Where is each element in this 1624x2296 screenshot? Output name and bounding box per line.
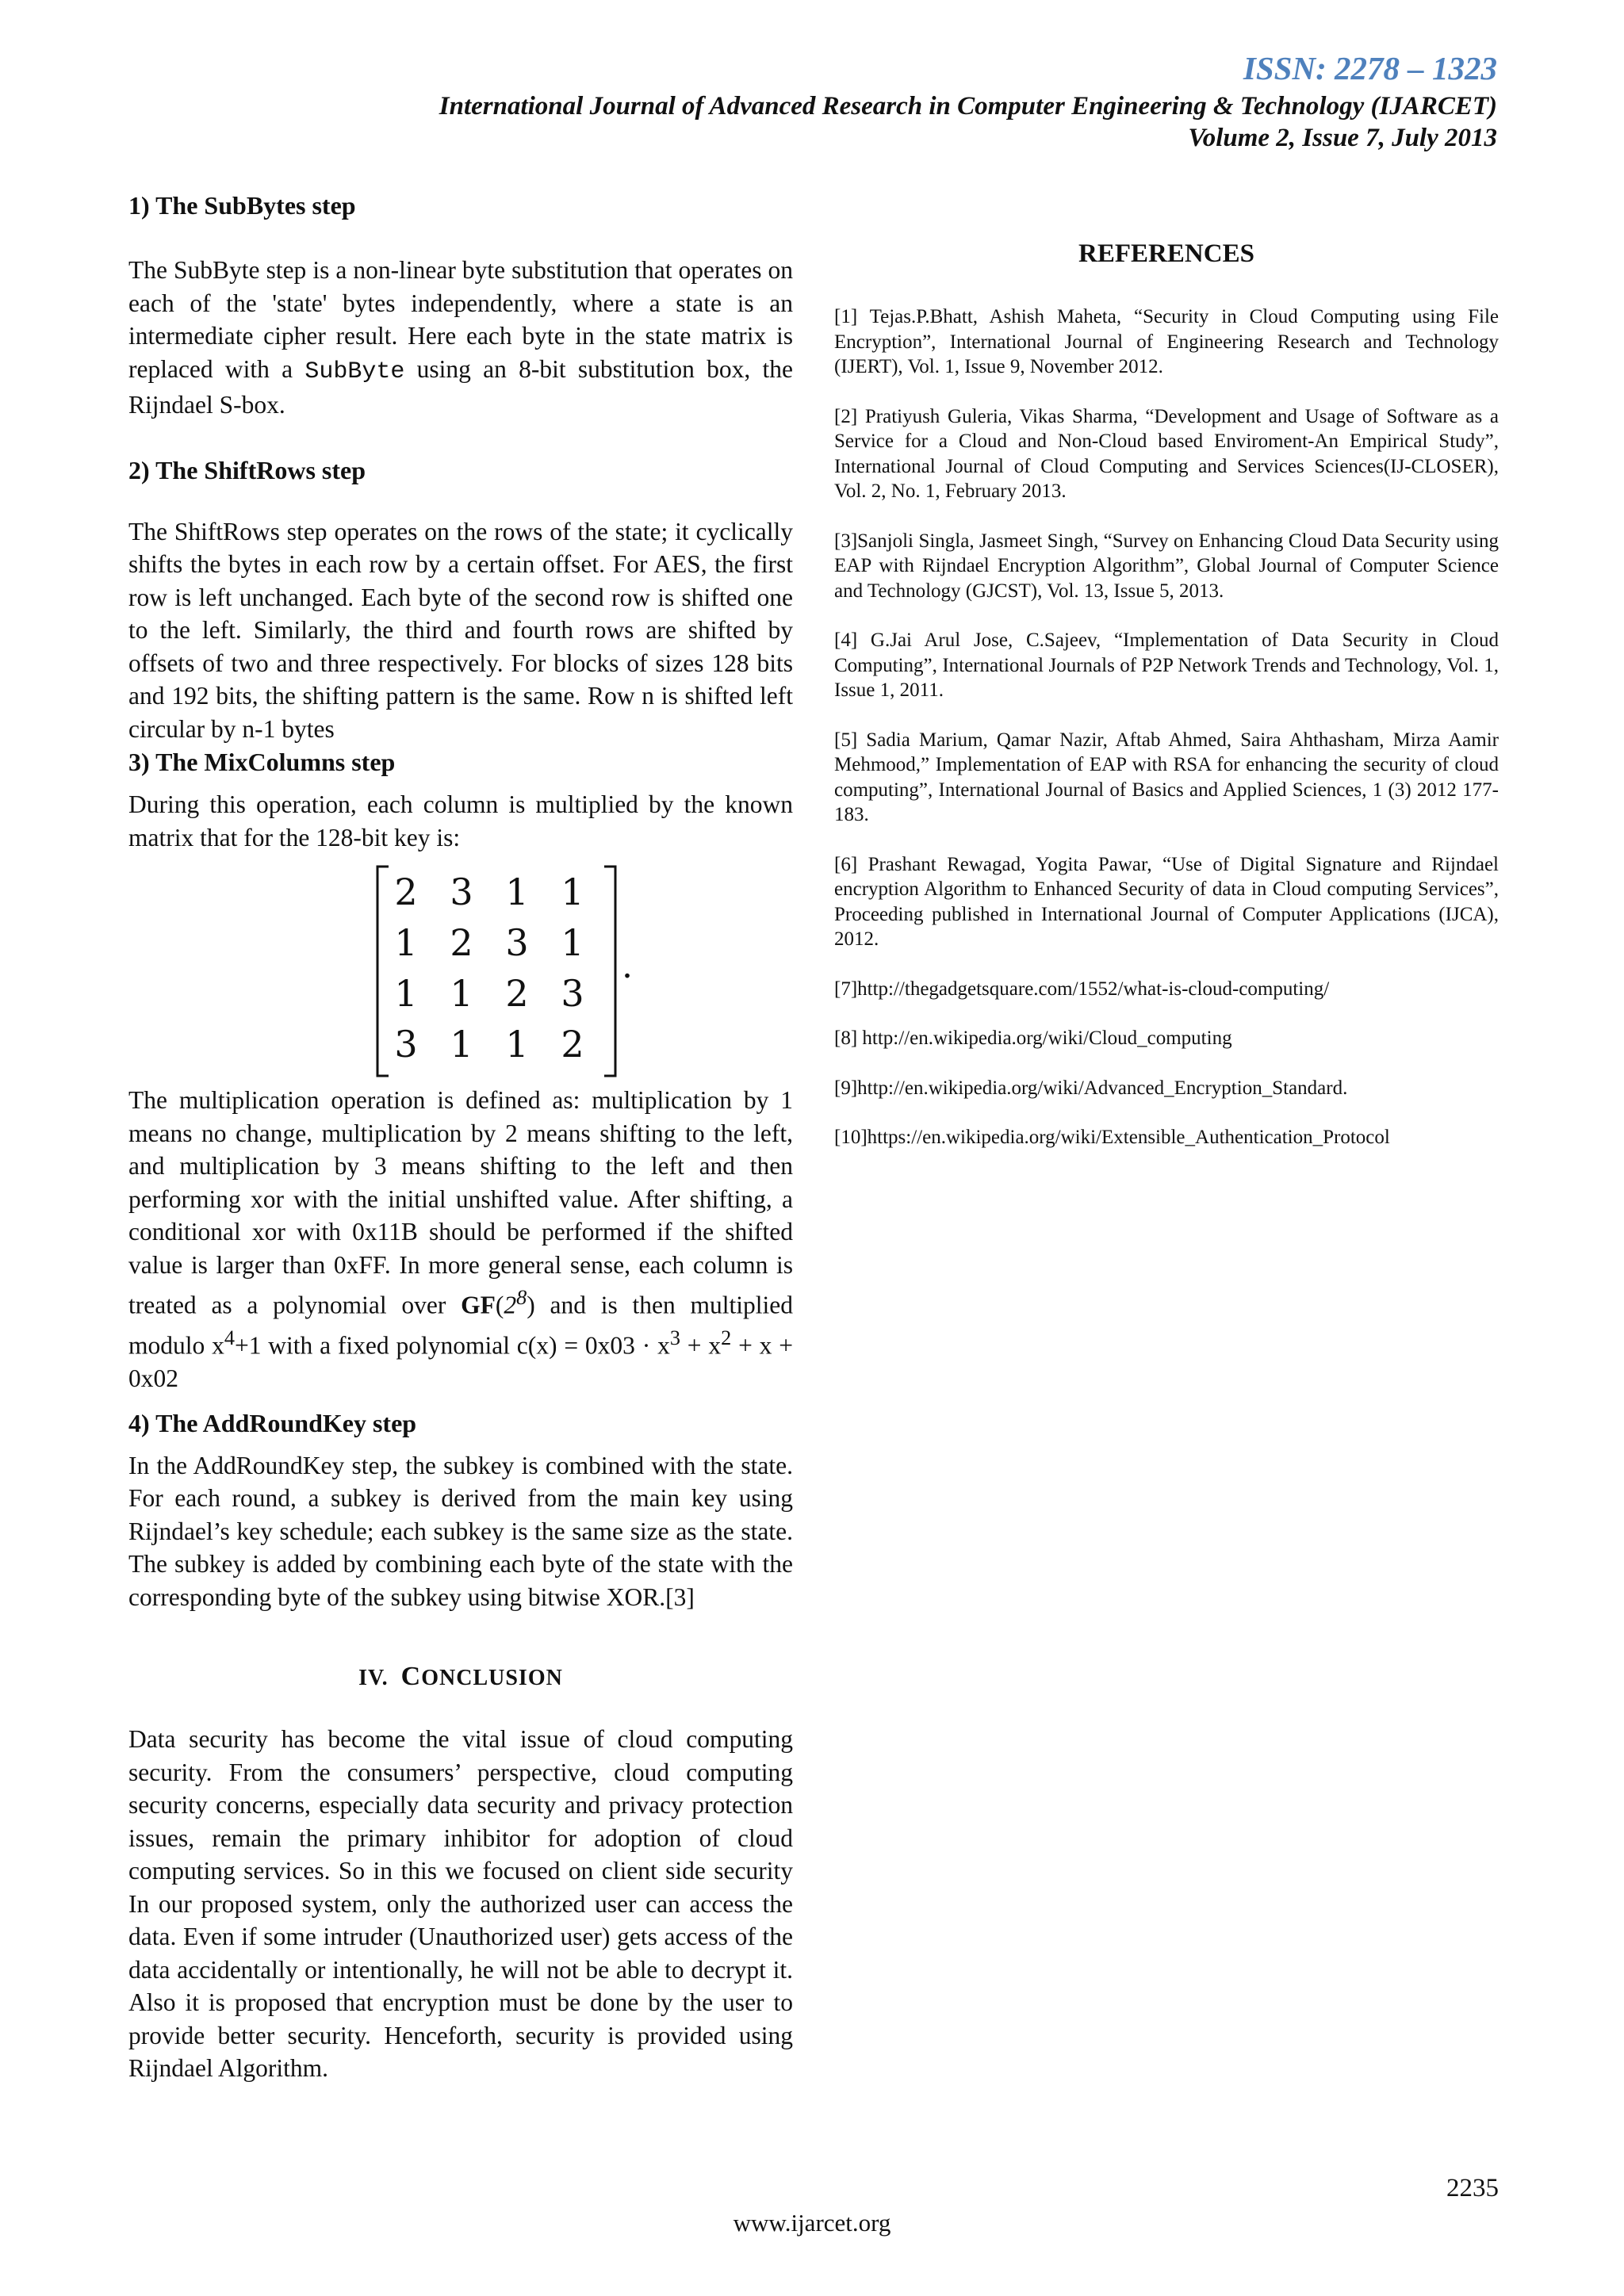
- reference-item: [5] Sadia Marium, Qamar Nazir, Aftab Ahmed, Saira Ahthasham, Mirza Aamir Mehmood,” Implementation of EAP with RSA for enhancing the security of cloud computing”, International Journal of Basics and Applied Sciences, 1 (3) 2012 177-183.: [834, 729, 1499, 825]
- mixcolumns-heading: 3) The MixColumns step: [128, 748, 396, 776]
- footer-url: www.ijarcet.org: [733, 2209, 891, 2237]
- references-list: [834, 304, 1499, 1150]
- gf-label: GF: [461, 1291, 496, 1319]
- matrix-cell: 3: [394, 1023, 418, 1066]
- mixcolumns-text-3a: and is then multiplied modulo x: [128, 1291, 794, 1360]
- matrix-cell: 2: [505, 972, 529, 1015]
- matrix-cell: 2: [450, 921, 473, 964]
- left-column: [128, 182, 793, 2085]
- references-title: REFERENCES: [1078, 239, 1254, 268]
- reference-item: [1] Tejas.P.Bhatt, Ashish Maheta, “Security in Cloud Computing using File Encryption”, International Journal of Engineering Research and Technology (IJERT), Vol. 1, Issue 9, November 2012.: [834, 306, 1499, 377]
- conclusion-rest: ONCLUSION: [421, 1666, 563, 1690]
- matrix-cell: 3: [450, 871, 473, 913]
- conclusion-initial: C: [400, 1662, 422, 1691]
- addroundkey-paragraph: In the AddRoundKey step, the subkey is combined with the state. For each round, a subkey is derived from the main key using Rijndael’s key schedule; each subkey is the same size as the state. The subkey is added by combining each byte of the state with the corresponding byte of the subkey using bitwise XOR.[3]: [128, 1451, 793, 1611]
- subbytes-text-2: using an 8-bit substitution box, the Rijndael S-box.: [128, 354, 794, 419]
- matrix-cell: 1: [394, 921, 418, 964]
- matrix-cell: 3: [505, 921, 529, 964]
- conclusion-paragraph: Data security has become the vital issue of cloud computing security. From the consumers’ perspective, cloud computing security concerns, especially data security and privacy protection issues, remain the primary inhibitor for adoption of cloud computing services. So in this we focused on client side security In our proposed system, only the authorized user can access the data. Even if some intruder (Unauthorized user) gets access of the data accidentally or intentionally, he will not be able to decrypt it. Also it is proposed that encryption must be done by the user to provide better security. Henceforth, security is provided using Rijndael Algorithm.: [128, 1725, 793, 2082]
- reference-item: [7]http://thegadgetsquare.com/1552/what-is-cloud-computing/: [834, 978, 1330, 1000]
- matrix-cell: 1: [505, 871, 529, 913]
- mixcolumns-intro: During this operation, each column is multiplied by the known matrix that for the 128-bit key is:: [128, 790, 793, 851]
- reference-item: [10]https://en.wikipedia.org/wiki/Extensible_Authentication_Protocol: [834, 1127, 1390, 1148]
- matrix-cell: 1: [450, 1023, 473, 1066]
- shiftrows-paragraph: The ShiftRows step operates on the rows of the state; it cyclically shifts the bytes in each row by a certain offset. For AES, the first row is left unchanged. Each byte of the second row is shifted one to the left. Similarly, the third and fourth rows are shifted by offsets of two and three respectively. For blocks of sizes 128 bits and 192 bits, the shifting pattern is the same. Row n is shifted left circular by n-1 bytes: [128, 517, 793, 743]
- reference-item: [2] Pratiyush Guleria, Vikas Sharma, “Development and Usage of Software as a Service for a Cloud and Non-Cloud based Enviroment-An Empirical Study”, International Journal of Cloud Computing and Services Sciences(IJ-CLOSER), Vol. 2, No. 1, February 2013.: [834, 405, 1499, 502]
- mixcolumns-text-3c: + x: [680, 1331, 722, 1360]
- mixcolumns-text-3b: +1 with a fixed polynomial c(x) = 0x03 · x: [234, 1331, 670, 1360]
- references-column: [834, 238, 1499, 1175]
- page-number: 2235: [1446, 2174, 1499, 2202]
- reference-item: [3]Sanjoli Singla, Jasmeet Singh, “Survey on Enhancing Cloud Data Security using EAP with Rijndael Encryption Algorithm”, Global Journal of Computer Science and Technology (GJCST), Vol. 13, Issue 5, 2013.: [834, 530, 1499, 602]
- exp-2: 2: [721, 1326, 732, 1349]
- reference-item: [8] http://en.wikipedia.org/wiki/Cloud_computing: [834, 1027, 1232, 1049]
- matrix-period: .: [622, 946, 633, 986]
- shiftrows-heading: 2) The ShiftRows step: [128, 455, 366, 484]
- volume-issue: Volume 2, Issue 7, July 2013: [1188, 124, 1497, 152]
- matrix-cell: 1: [505, 1023, 529, 1066]
- subbyte-code: SubByte: [304, 358, 405, 385]
- subbytes-paragraph: [128, 254, 793, 422]
- exp-4: 4: [224, 1326, 235, 1349]
- matrix-drawing: [366, 859, 779, 1084]
- matrix-cell: 3: [561, 972, 584, 1015]
- matrix-cell: 1: [394, 972, 418, 1015]
- matrix-cells: [394, 871, 584, 1066]
- matrix-cell: 2: [394, 871, 418, 913]
- gf-base: 2: [504, 1291, 517, 1319]
- subbytes-heading: 1) The SubBytes step: [128, 191, 356, 220]
- gf-exponent: 8: [516, 1286, 527, 1309]
- issn-header: ISSN: 2278 – 1323: [1243, 50, 1497, 86]
- mixcolumns-explanation: The multiplication operation is defined as: multiplication by 1 means no change, multiplication by 2 means shifting to the left, and multiplication by 3 means shifting to the left and then performing xor with the initial unshifted value. After shifting, a conditional xor with 0x11B should be performed if the shifted value is larger than 0xFF. In more general sense, each column is treated as a polynomial over $GF(2^8)$ and is then multiplied modulo $x^4+1$ with a fixed polynomial $c(x) = 0x03 \cdot x^3 + x^2 + x + 0x02$: [128, 1086, 794, 1392]
- matrix-cell: 1: [561, 871, 584, 913]
- matrix-cell: 2: [561, 1023, 584, 1066]
- journal-title: International Journal of Advanced Research in Computer Engineering & Technology (IJARCET): [439, 92, 1497, 121]
- conclusion-heading: [128, 1661, 793, 1694]
- exp-3: 3: [669, 1326, 680, 1349]
- matrix-right-bracket: [604, 867, 615, 1076]
- reference-item: [6] Prashant Rewagad, Yogita Pawar, “Use of Digital Signature and Rijndael encryption Algorithm to Enhanced Security of data in Cloud computing Services”, Proceeding published in International Journal of Computer Applications (IJCA), 2012.: [834, 853, 1499, 950]
- reference-item: [9]http://en.wikipedia.org/wiki/Advanced_Encryption_Standard.: [834, 1077, 1348, 1099]
- mixcolumns-text-3d: + x + 0x02: [128, 1331, 794, 1392]
- reference-item: [4] G.Jai Arul Jose, C.Sajeev, “Implementation of Data Security in Cloud Computing”, International Journals of P2P Network Trends and Technology, Vol. 1, Issue 1, 2011.: [834, 629, 1499, 701]
- addroundkey-heading: 4) The AddRoundKey step: [128, 1408, 417, 1437]
- subbytes-text-1: The SubByte step is a non-linear byte substitution that operates on each of the 'state' bytes independently, where a state is an intermediate cipher result. Here each byte in the state matrix is replaced with a: [128, 256, 793, 383]
- matrix-cell: 1: [450, 972, 473, 1015]
- mixcolumns-matrix: [366, 859, 779, 1084]
- matrix-left-bracket: [377, 867, 389, 1076]
- conclusion-number: IV.: [358, 1666, 389, 1690]
- mixcolumns-text-2: The multiplication operation is defined as: multiplication by 1 means no change, multiplication by 2 means shifting to the left, and multiplication by 3 means shifting to the left and then performing xor with the initial unshifted value. After shifting, a conditional xor with 0x11B should be performed if the shifted value is larger than 0xFF. In more general sense, each column is treated as a polynomial over: [128, 1086, 793, 1319]
- matrix-cell: 1: [561, 921, 584, 964]
